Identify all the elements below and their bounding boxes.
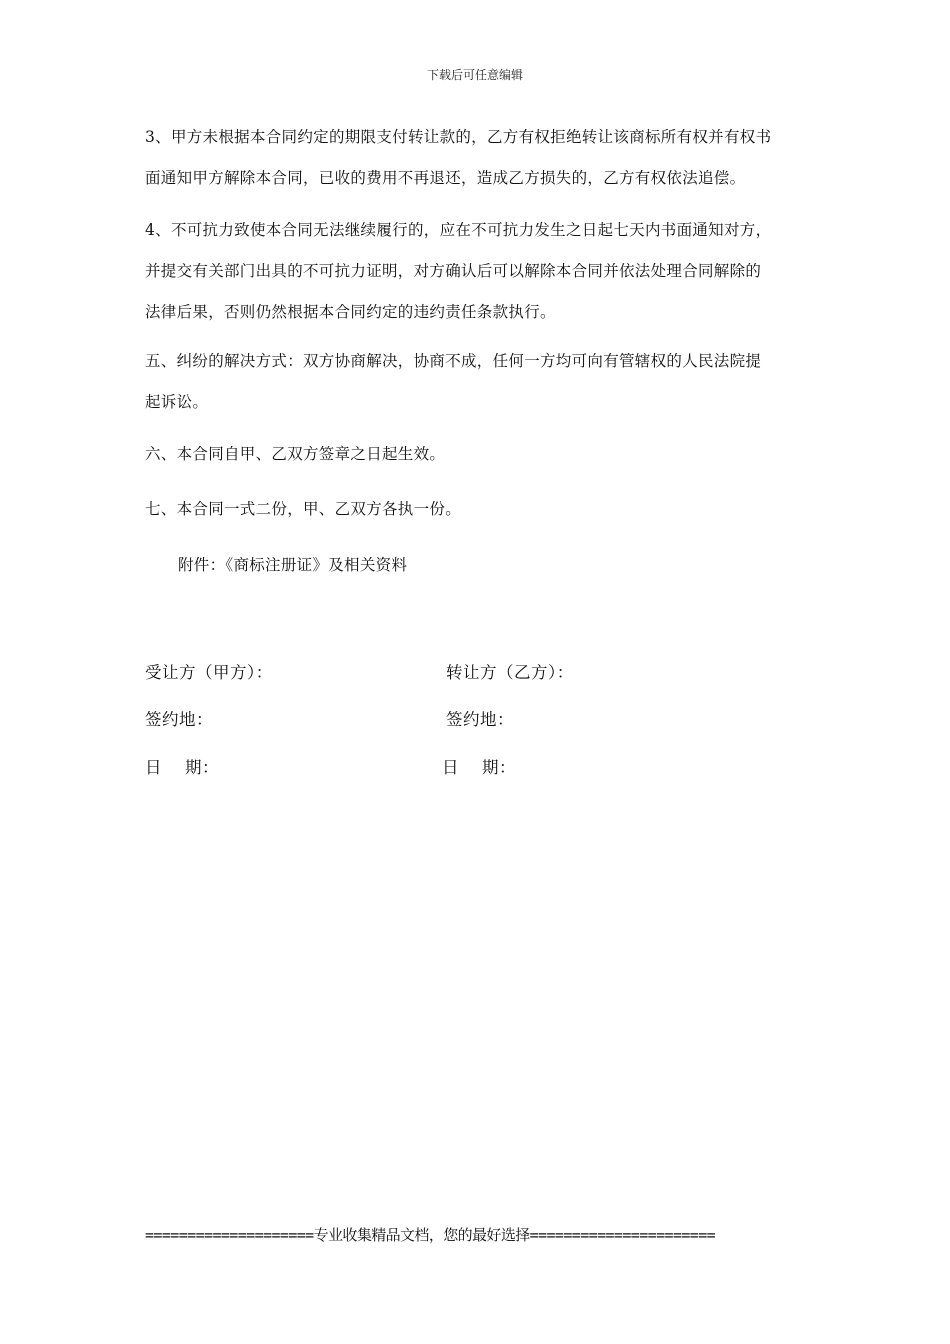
clause-line: 4、不可抗力致使本合同无法继续履行的，应在不可抗力发生之日起七天内书面通知对方， (145, 221, 772, 239)
party-a-title: 受让方（甲方）： (145, 663, 273, 682)
clause-line: 3、甲方未根据本合同约定的期限支付转让款的，乙方有权拒绝转让该商标所有权并有权书 (145, 128, 772, 146)
clause-line: 并提交有关部门出具的不可抗力证明，对方确认后可以解除本合同并依法处理合同解除的 (145, 262, 762, 280)
party-a-date: 日 期： (145, 758, 219, 777)
clause-line: 附件：《商标注册证》及相关资料 (178, 556, 408, 574)
page-header: 下载后可任意编辑 (426, 68, 523, 82)
clause-line: 面通知甲方解除本合同，已收的费用不再退还，造成乙方损失的，乙方有权依法追偿。 (145, 169, 746, 187)
page-footer: ====================专业收集精品文档，您的最好选择====================== (145, 1226, 716, 1244)
clause-line: 起诉讼。 (145, 393, 209, 411)
clause-4 (145, 210, 810, 333)
attachment-note (178, 545, 843, 586)
clause-effective (145, 434, 810, 475)
clause-line: 七、本合同一式二份，甲、乙双方各执一份。 (145, 500, 462, 518)
party-b-date: 日 期： (442, 758, 516, 777)
clause-dispute-resolution (145, 341, 810, 423)
clause-copies (145, 489, 810, 530)
clause-line: 六、本合同自甲、乙双方签章之日起生效。 (145, 445, 446, 463)
party-b-title: 转让方（乙方）： (446, 663, 574, 682)
clause-line: 五、纠纷的解决方式：双方协商解决，协商不成，任何一方均可向有管辖权的人民法院提 (145, 352, 762, 370)
clause-line: 法律后果，否则仍然根据本合同约定的违约责任条款执行。 (145, 303, 556, 321)
party-b-place: 签约地： (446, 710, 514, 729)
clause-3 (145, 117, 810, 199)
party-a-place: 签约地： (145, 710, 213, 729)
